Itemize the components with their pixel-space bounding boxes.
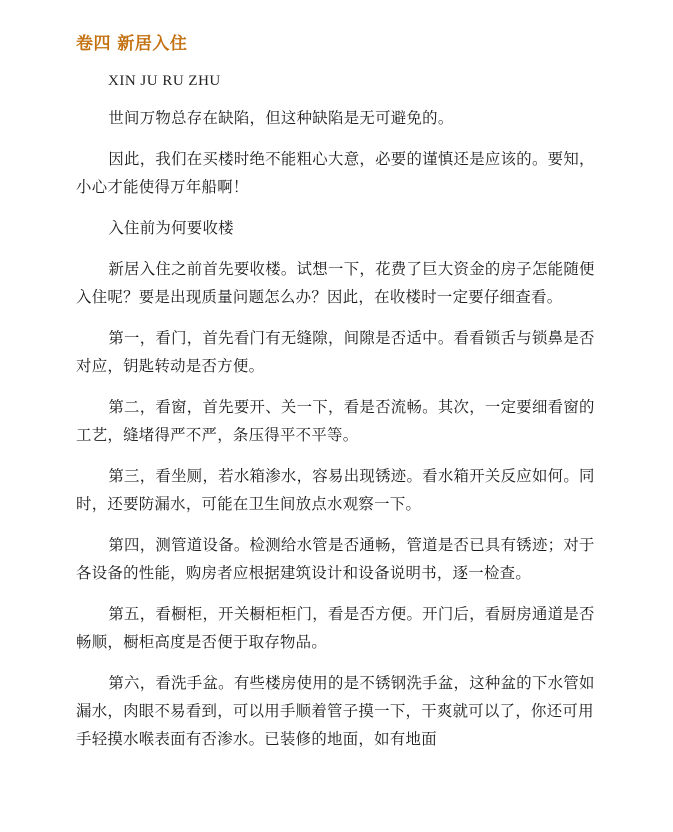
paragraph: 因此，我们在买楼时绝不能粗心大意，必要的谨慎还是应该的。要知，小心才能使得万年船啊！ xyxy=(76,150,595,196)
chapter-pinyin: XIN JU RU ZHU xyxy=(108,73,221,89)
body-text xyxy=(76,104,598,766)
paragraph: 第三，看坐厕，若水箱渗水，容易出现锈迹。看水箱开关反应如何。同时，还要防漏水，可能在卫生间放点水观察一下。 xyxy=(76,467,595,513)
paragraph: 世间万物总存在缺陷，但这种缺陷是无可避免的。 xyxy=(108,109,454,127)
section-heading: 入住前为何要收楼 xyxy=(108,219,234,237)
paragraph: 第一，看门，首先看门有无缝隙，间隙是否适中。看看锁舌与锁鼻是否对应，钥匙转动是否方便。 xyxy=(76,329,595,375)
paragraph: 第五，看橱柜，开关橱柜柜门，看是否方便。开门后，看厨房通道是否畅顺，橱柜高度是否便于取存物品。 xyxy=(76,605,595,651)
paragraph: 第二，看窗，首先要开、关一下，看是否流畅。其次，一定要细看窗的工艺，缝堵得严不严，条压得平不平等。 xyxy=(76,398,595,444)
chapter-title: 卷四 新居入住 xyxy=(76,34,188,54)
paragraph: 第六，看洗手盆。有些楼房使用的是不锈钢洗手盆，这种盆的下水管如漏水，肉眼不易看到，可以用手顺着管子摸一下，干爽就可以了，你还可用手轻摸水喉表面有否渗水。已装修的地面，如有地面 xyxy=(76,674,595,748)
paragraph: 新居入住之前首先要收楼。试想一下，花费了巨大资金的房子怎能随便入住呢？要是出现质量问题怎么办？因此，在收楼时一定要仔细查看。 xyxy=(76,260,595,306)
paragraph: 第四，测管道设备。检测给水管是否通畅，管道是否已具有锈迹；对于各设备的性能，购房者应根据建筑设计和设备说明书，逐一检查。 xyxy=(76,536,595,582)
